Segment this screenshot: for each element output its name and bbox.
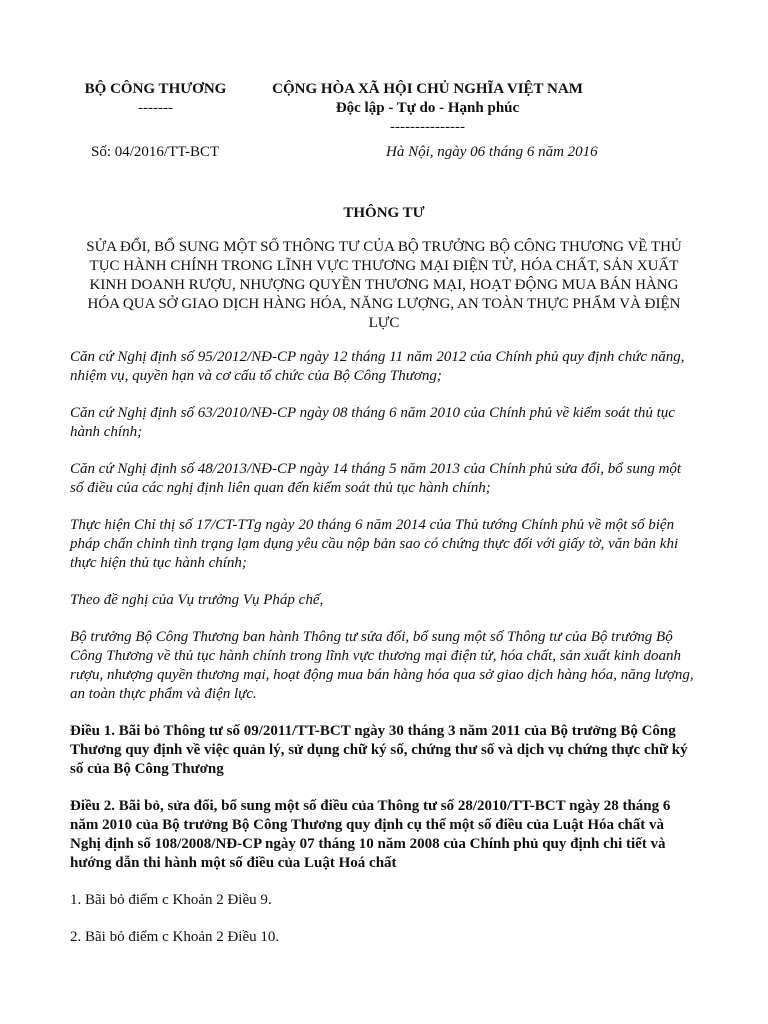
article-heading: Điều 2. Bãi bỏ, sửa đổi, bổ sung một số điều của Thông tư số 28/2010/TT-BCT ngày 28 tháng 6 năm 2010 của Bộ trưởng Bộ Công Thương quy định cụ thể một số điều của Luật Hóa chất và Nghị định số 108/2008/NĐ-CP ngày 07 tháng 10 năm 2008 của Chính phủ quy định chi tiết và hướng dẫn thi hành một số điều của Luật Hoá chất xyxy=(70,798,671,871)
document-number: Số: 04/2016/TT-BCT xyxy=(91,144,220,160)
preamble-paragraph: Căn cứ Nghị định số 48/2013/NĐ-CP ngày 14 tháng 5 năm 2013 của Chính phủ sửa đổi, bổ sung một số điều của các nghị định liên quan đến kiểm soát thủ tục hành chính; xyxy=(70,461,682,496)
preamble-paragraph: Thực hiện Chỉ thị số 17/CT-TTg ngày 20 tháng 6 năm 2014 của Thủ tướng Chính phủ về một số biện pháp chấn chỉnh tình trạng lạm dụng yêu cầu nộp bản sao có chứng thực đối với giấy tờ, văn bản khi thực hiện thủ tục hành chính; xyxy=(70,517,679,571)
country-name: CỘNG HÒA XÃ HỘI CHỦ NGHĨA VIỆT NAM xyxy=(272,81,583,97)
preamble-paragraph: Căn cứ Nghị định số 63/2010/NĐ-CP ngày 08 tháng 6 năm 2010 của Chính phủ về kiểm soát thủ tục hành chính; xyxy=(70,405,675,440)
motto-divider: --------------- xyxy=(390,119,465,135)
agency-divider: ------- xyxy=(138,100,173,116)
place-date: Hà Nội, ngày 06 tháng 6 năm 2016 xyxy=(386,144,598,160)
preamble-paragraph: Căn cứ Nghị định số 95/2012/NĐ-CP ngày 12 tháng 11 năm 2012 của Chính phủ quy định chức năng, nhiệm vụ, quyền hạn và cơ cấu tổ chức của Bộ Công Thương; xyxy=(70,349,685,384)
enactment-paragraph: Bộ trưởng Bộ Công Thương ban hành Thông tư sửa đổi, bổ sung một số Thông tư của Bộ trưởng Bộ Công Thương về thủ tục hành chính trong lĩnh vực thương mại điện tử, hóa chất, sản xuất kinh doanh rượu, nhượng quyền thương mại, hoạt động mua bán hàng hóa qua sở giao dịch hàng hóa, năng lượng, an toàn thực phẩm và điện lực. xyxy=(70,629,694,702)
issuing-agency: BỘ CÔNG THƯƠNG xyxy=(84,81,227,97)
document-body xyxy=(70,348,698,965)
document-title: SỬA ĐỔI, BỔ SUNG MỘT SỐ THÔNG TƯ CỦA BỘ TRƯỞNG BỘ CÔNG THƯƠNG VỀ THỦ TỤC HÀNH CHÍNH TRONG LĨNH VỰC THƯƠNG MẠI ĐIỆN TỬ, HÓA CHẤT, SẢN XUẤT KINH DOANH RƯỢU, NHƯỢNG QUYỀN THƯƠNG MẠI, HOẠT ĐỘNG MUA BÁN HÀNG HÓA QUA SỞ GIAO DỊCH HÀNG HÓA, NĂNG LƯỢNG, AN TOÀN THỰC PHẨM VÀ ĐIỆN LỰC xyxy=(86,239,682,331)
national-title-block xyxy=(255,80,600,137)
clause-item: 1. Bãi bỏ điểm c Khoản 2 Điều 9. xyxy=(70,892,272,908)
clause-item: 2. Bãi bỏ điểm c Khoản 2 Điều 10. xyxy=(70,929,280,945)
preamble-paragraph: Theo đề nghị của Vụ trưởng Vụ Pháp chế, xyxy=(70,592,324,608)
issuing-agency-block xyxy=(68,80,243,118)
article-heading: Điều 1. Bãi bỏ Thông tư số 09/2011/TT-BCT ngày 30 tháng 3 năm 2011 của Bộ trưởng Bộ Công Thương quy định về việc quản lý, sử dụng chữ ký số, chứng thư số và dịch vụ chứng thực chữ ký số của Bộ Công Thương xyxy=(70,723,688,777)
national-motto: Độc lập - Tự do - Hạnh phúc xyxy=(335,100,520,116)
document-type: THÔNG TƯ xyxy=(343,205,425,221)
